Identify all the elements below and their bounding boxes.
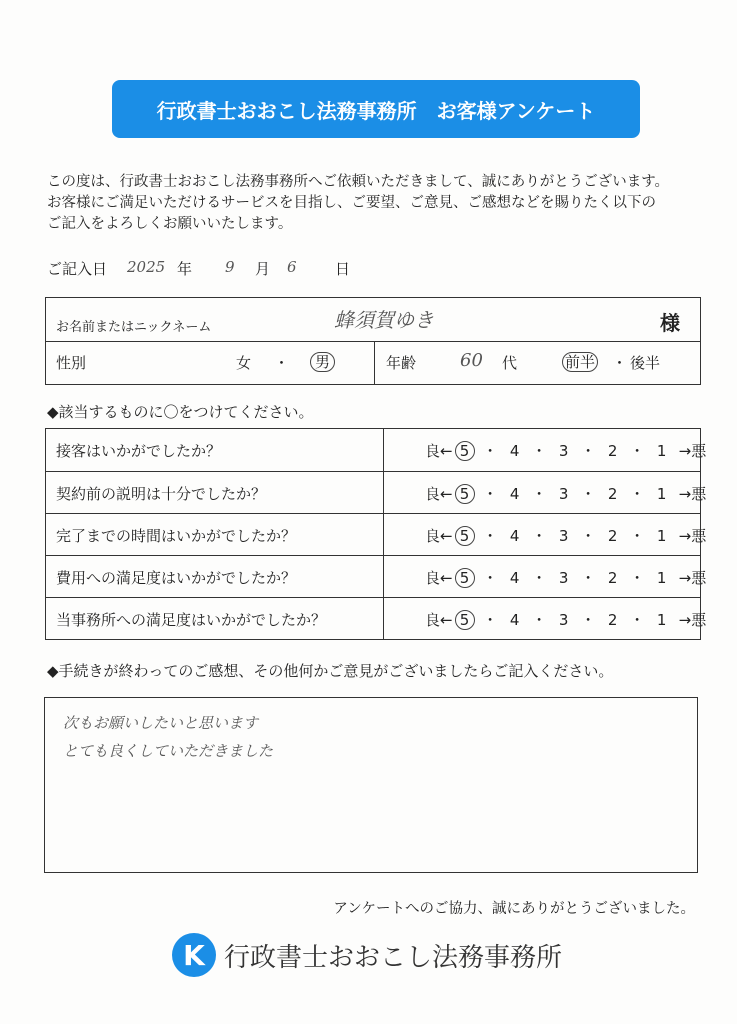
scale-bad-label: →悪 bbox=[678, 611, 707, 629]
scale-good-label: 良← bbox=[425, 527, 453, 545]
age-second-half-option[interactable]: 後半 bbox=[630, 354, 661, 372]
rating-option-4[interactable]: 4 bbox=[509, 442, 520, 460]
rating-option-4[interactable]: 4 bbox=[509, 569, 520, 587]
divider bbox=[383, 429, 384, 471]
scale-dot: ・ bbox=[482, 485, 498, 503]
office-logo: K bbox=[172, 933, 216, 977]
scale-dot: ・ bbox=[482, 442, 498, 460]
date-year-value: 2025 bbox=[127, 258, 166, 276]
question-text: 当事務所への満足度はいかがでしたか？ bbox=[56, 611, 327, 629]
survey-title: 行政書士おおこし法務事務所 お客様アンケート bbox=[156, 98, 596, 123]
thanks-message: アンケートへのご協力、誠にありがとうございました。 bbox=[333, 901, 695, 917]
date-label: ご記入日 bbox=[47, 260, 108, 278]
rating-option-3[interactable]: 3 bbox=[558, 611, 569, 629]
comment-box[interactable] bbox=[44, 697, 698, 873]
rating-row bbox=[46, 429, 707, 471]
date-year-unit: 年 bbox=[177, 260, 193, 278]
age-label: 年齢 bbox=[386, 354, 417, 372]
scale-dot: ・ bbox=[531, 611, 547, 629]
rating-scale bbox=[425, 567, 706, 588]
gender-separator: ・ bbox=[274, 354, 290, 372]
intro-line: この度は、行政書士おおこし法務事務所へご依頼いただきまして、誠にありがとうございます。 bbox=[47, 174, 670, 190]
rating-option-4[interactable]: 4 bbox=[509, 611, 520, 629]
scale-bad-label: →悪 bbox=[678, 527, 707, 545]
rating-option-1[interactable]: 1 bbox=[656, 611, 667, 629]
rating-option-5[interactable]: 5 bbox=[455, 441, 475, 461]
selected-circle: 男 bbox=[310, 352, 335, 372]
rating-row bbox=[46, 471, 707, 514]
rating-scale bbox=[425, 440, 706, 461]
scale-bad-label: →悪 bbox=[678, 485, 707, 503]
rating-scale bbox=[425, 483, 706, 504]
rating-option-2[interactable]: 2 bbox=[607, 527, 618, 545]
scale-dot: ・ bbox=[629, 569, 645, 587]
rating-option-2[interactable]: 2 bbox=[607, 442, 618, 460]
footer-brand bbox=[172, 930, 562, 980]
intro-line: ご記入をよろしくお願いいたします。 bbox=[47, 216, 293, 232]
rating-heading: ◆該当するものに〇をつけてください。 bbox=[47, 403, 314, 421]
scale-dot: ・ bbox=[629, 442, 645, 460]
date-month-unit: 月 bbox=[255, 260, 271, 278]
rating-option-5[interactable]: 5 bbox=[455, 610, 475, 630]
rating-option-2[interactable]: 2 bbox=[607, 569, 618, 587]
scale-dot: ・ bbox=[531, 485, 547, 503]
comment-line: 次もお願いしたいと思います bbox=[63, 714, 259, 732]
divider bbox=[383, 514, 384, 556]
scale-dot: ・ bbox=[482, 611, 498, 629]
age-value[interactable]: 60 bbox=[460, 350, 483, 371]
scale-dot: ・ bbox=[580, 527, 596, 545]
rating-scale bbox=[425, 609, 706, 630]
rating-row bbox=[46, 555, 707, 598]
comment-heading: ◆手続きが終わってのご感想、その他何かご意見がございましたらご記入ください。 bbox=[47, 662, 614, 680]
scale-bad-label: →悪 bbox=[678, 442, 707, 460]
scale-dot: ・ bbox=[629, 485, 645, 503]
rating-option-4[interactable]: 4 bbox=[509, 485, 520, 503]
scale-dot: ・ bbox=[580, 442, 596, 460]
date-day-unit: 日 bbox=[335, 260, 351, 278]
intro-text bbox=[47, 172, 707, 235]
rating-option-3[interactable]: 3 bbox=[558, 569, 569, 587]
divider bbox=[46, 341, 700, 342]
survey-title-banner bbox=[112, 80, 640, 138]
question-text: 接客はいかがでしたか？ bbox=[56, 442, 222, 460]
question-text: 完了までの時間はいかがでしたか？ bbox=[56, 527, 297, 545]
rating-option-1[interactable]: 1 bbox=[656, 569, 667, 587]
honorific: 様 bbox=[660, 311, 680, 335]
scale-bad-label: →悪 bbox=[678, 569, 707, 587]
scale-dot: ・ bbox=[580, 569, 596, 587]
divider bbox=[383, 556, 384, 598]
rating-table bbox=[45, 428, 707, 640]
date-month-value: 9 bbox=[225, 258, 235, 276]
divider bbox=[383, 598, 384, 640]
divider bbox=[374, 341, 375, 384]
name-value[interactable]: 蜂須賀ゆき bbox=[334, 308, 434, 332]
date-row bbox=[47, 258, 367, 284]
rating-option-1[interactable]: 1 bbox=[656, 442, 667, 460]
name-label: お名前またはニックネーム bbox=[56, 320, 212, 335]
comment-line: とても良くしていただきました bbox=[63, 742, 274, 760]
scale-dot: ・ bbox=[531, 569, 547, 587]
rating-option-2[interactable]: 2 bbox=[607, 611, 618, 629]
scale-dot: ・ bbox=[531, 527, 547, 545]
rating-option-1[interactable]: 1 bbox=[656, 527, 667, 545]
rating-option-5[interactable]: 5 bbox=[455, 484, 475, 504]
scale-good-label: 良← bbox=[425, 569, 453, 587]
scale-good-label: 良← bbox=[425, 442, 453, 460]
rating-row bbox=[46, 513, 707, 556]
gender-label: 性別 bbox=[56, 354, 87, 372]
scale-dot: ・ bbox=[580, 485, 596, 503]
rating-option-4[interactable]: 4 bbox=[509, 527, 520, 545]
question-text: 契約前の説明は十分でしたか？ bbox=[56, 485, 267, 503]
office-name: 行政書士おおこし法務事務所 bbox=[224, 942, 563, 973]
scale-dot: ・ bbox=[531, 442, 547, 460]
gender-female-option[interactable]: 女 bbox=[236, 354, 252, 372]
rating-option-3[interactable]: 3 bbox=[558, 527, 569, 545]
scale-dot: ・ bbox=[482, 527, 498, 545]
question-text: 費用への満足度はいかがでしたか？ bbox=[56, 569, 297, 587]
scale-dot: ・ bbox=[629, 527, 645, 545]
rating-option-5[interactable]: 5 bbox=[455, 568, 475, 588]
scale-good-label: 良← bbox=[425, 485, 453, 503]
rating-option-5[interactable]: 5 bbox=[455, 526, 475, 546]
rating-option-3[interactable]: 3 bbox=[558, 442, 569, 460]
selected-circle: 前半 bbox=[562, 352, 598, 372]
scale-dot: ・ bbox=[629, 611, 645, 629]
rating-option-3[interactable]: 3 bbox=[558, 485, 569, 503]
rating-option-2[interactable]: 2 bbox=[607, 485, 618, 503]
intro-line: お客様にご満足いただけるサービスを目指し、ご要望、ご意見、ご感想などを賜りたく以下の bbox=[47, 195, 656, 211]
age-unit: 代 bbox=[502, 354, 518, 372]
age-separator: ・ bbox=[612, 354, 628, 372]
rating-row bbox=[46, 597, 707, 640]
scale-good-label: 良← bbox=[425, 611, 453, 629]
date-day-value: 6 bbox=[287, 258, 297, 276]
scale-dot: ・ bbox=[482, 569, 498, 587]
divider bbox=[383, 472, 384, 514]
rating-scale bbox=[425, 525, 706, 546]
scale-dot: ・ bbox=[580, 611, 596, 629]
rating-option-1[interactable]: 1 bbox=[656, 485, 667, 503]
customer-info-table bbox=[45, 297, 701, 385]
